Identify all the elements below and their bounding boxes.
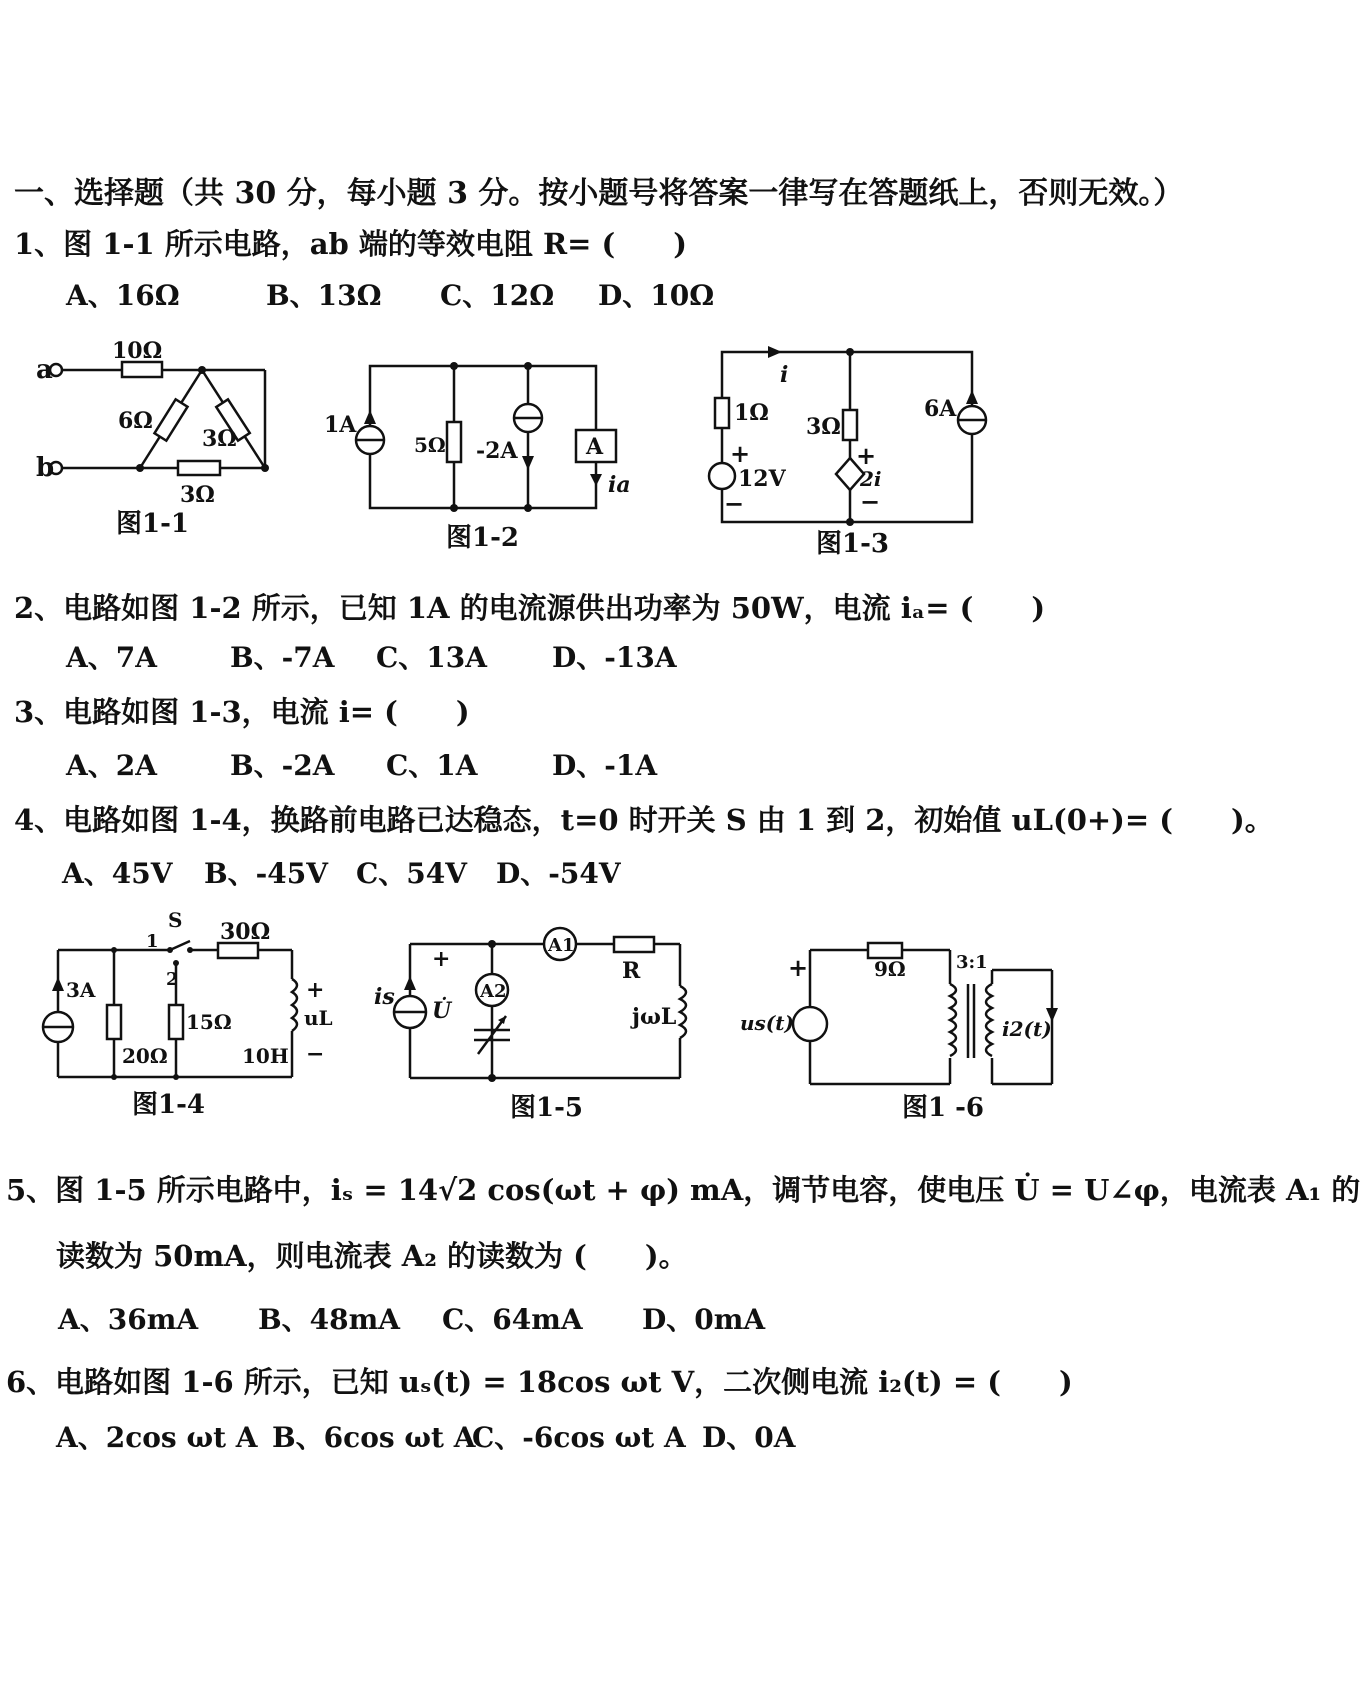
q1-option-c[interactable]: C、12Ω (440, 279, 555, 312)
f5-a1: A1 (548, 935, 575, 956)
f1-r-right: 3Ω (202, 426, 237, 452)
question-4-stem: 4、电路如图 1-4，换路前电路已达稳态，t=0 时开关 S 由 1 到 2，初始值 uL(0+)= ( )。 (14, 803, 1274, 837)
f3-dep: 2i (860, 467, 882, 491)
f3-r1: 1Ω (734, 400, 769, 426)
q1-option-a[interactable]: A、16Ω (66, 279, 180, 312)
f5-src: is (374, 984, 395, 1010)
f5-l: jωL (632, 1004, 677, 1030)
f4-ul: uL (304, 1006, 333, 1030)
f3-plus-2: + (856, 441, 877, 470)
f6-current: i2(t) (1002, 1017, 1052, 1041)
f2-caption: 图1-2 (446, 523, 519, 553)
figure-1-1 (30, 330, 290, 554)
q5-option-d[interactable]: D、0mA (642, 1303, 766, 1336)
question-5-stem-2: 读数为 50mA，则电流表 A₂ 的读数为 ( )。 (56, 1239, 688, 1273)
f3-r2: 3Ω (806, 414, 841, 440)
f2-current: ia (608, 472, 631, 498)
f2-meter: A (586, 434, 604, 460)
q1-option-b[interactable]: B、13Ω (266, 279, 382, 312)
figure-1-2 (320, 340, 650, 584)
question-1-stem: 1、图 1-1 所示电路，ab 端的等效电阻 R= ( ) (14, 227, 687, 261)
f4-caption: 图1-4 (132, 1090, 205, 1120)
q4-option-d[interactable]: D、-54V (496, 857, 621, 890)
f2-src1: 1A (324, 412, 357, 438)
figure-1-4 (30, 905, 350, 1139)
f3-src: 6A (924, 396, 957, 422)
f6-plus: + (788, 953, 809, 982)
q5-option-c[interactable]: C、64mA (442, 1303, 583, 1336)
f5-r: R (622, 958, 641, 984)
f1-r-left: 6Ω (118, 408, 153, 434)
q1-option-d[interactable]: D、10Ω (598, 279, 715, 312)
f1-r-top: 10Ω (112, 338, 163, 364)
f4-r1: 20Ω (122, 1044, 168, 1068)
q6-option-d[interactable]: D、0A (702, 1421, 796, 1454)
q6-option-b[interactable]: B、6cos ωt A (272, 1421, 476, 1454)
q4-option-c[interactable]: C、54V (356, 857, 467, 890)
f6-caption: 图1 -6 (902, 1093, 985, 1123)
f1-node-a: a (36, 355, 53, 385)
f4-switch: S (168, 908, 183, 932)
f2-src2: -2A (476, 438, 518, 464)
f5-plus: + (432, 946, 451, 972)
f3-plus-1: + (730, 439, 751, 468)
question-5-stem: 5、图 1-5 所示电路中，iₛ = 14√2 cos(ωt + φ) mA，调节电容，使电压 U̇ = U∠φ，电流表 A₁ 的 (6, 1173, 1360, 1207)
f1-node-b: b (36, 453, 55, 483)
q5-option-a[interactable]: A、36mA (58, 1303, 199, 1336)
f4-r-top: 30Ω (220, 919, 271, 945)
q2-option-a[interactable]: A、7A (66, 641, 157, 674)
section-title: 一、选择题（共 30 分，每小题 3 分。按小题号将答案一律写在答题纸上，否则无效。） (14, 176, 1184, 211)
question-2-stem: 2、电路如图 1-2 所示，已知 1A 的电流源供出功率为 50W，电流 iₐ= ( ) (14, 591, 1046, 625)
f3-caption: 图1-3 (816, 529, 889, 559)
f2-r: 5Ω (414, 433, 446, 457)
q6-option-c[interactable]: C、-6cos ωt A (472, 1421, 686, 1454)
q4-option-a[interactable]: A、45V (62, 857, 173, 890)
q3-option-a[interactable]: A、2A (66, 749, 157, 782)
f6-r: 9Ω (874, 957, 906, 981)
f1-caption: 图1-1 (116, 509, 189, 539)
f1-r-bottom: 3Ω (180, 482, 215, 508)
f6-src: us(t) (740, 1011, 794, 1035)
f4-minus: − (306, 1041, 325, 1067)
q3-option-b[interactable]: B、-2A (230, 749, 335, 782)
q3-option-c[interactable]: C、1A (386, 749, 478, 782)
f5-caption: 图1-5 (510, 1093, 583, 1123)
f5-u: U̇ (432, 998, 452, 1024)
f4-pos1: 1 (146, 931, 159, 952)
figure-1-3 (700, 340, 1000, 574)
f3-minus-2: − (860, 487, 881, 516)
f5-a2: A2 (480, 981, 507, 1002)
f3-v: 12V (738, 466, 786, 492)
q2-option-c[interactable]: C、13A (376, 641, 487, 674)
q6-option-a[interactable]: A、2cos ωt A (56, 1421, 258, 1454)
q2-option-d[interactable]: D、-13A (552, 641, 677, 674)
question-6-stem: 6、电路如图 1-6 所示，已知 uₛ(t) = 18cos ωt V，二次侧电流 i₂(t) = ( ) (6, 1365, 1073, 1399)
figure-1-6 (740, 930, 1060, 1144)
f4-l: 10H (242, 1044, 289, 1068)
f3-current: i (780, 362, 789, 388)
f3-minus-1: − (724, 489, 745, 518)
q2-option-b[interactable]: B、-7A (230, 641, 335, 674)
figure-1-5 (370, 920, 710, 1144)
q5-option-b[interactable]: B、48mA (258, 1303, 400, 1336)
f4-plus: + (306, 977, 325, 1003)
f6-ratio: 3:1 (956, 952, 988, 973)
f4-pos2: 2 (166, 969, 179, 990)
q3-option-d[interactable]: D、-1A (552, 749, 658, 782)
f4-src: 3A (66, 978, 96, 1002)
question-3-stem: 3、电路如图 1-3，电流 i= ( ) (14, 695, 470, 729)
q4-option-b[interactable]: B、-45V (204, 857, 328, 890)
f4-r2: 15Ω (186, 1010, 232, 1034)
